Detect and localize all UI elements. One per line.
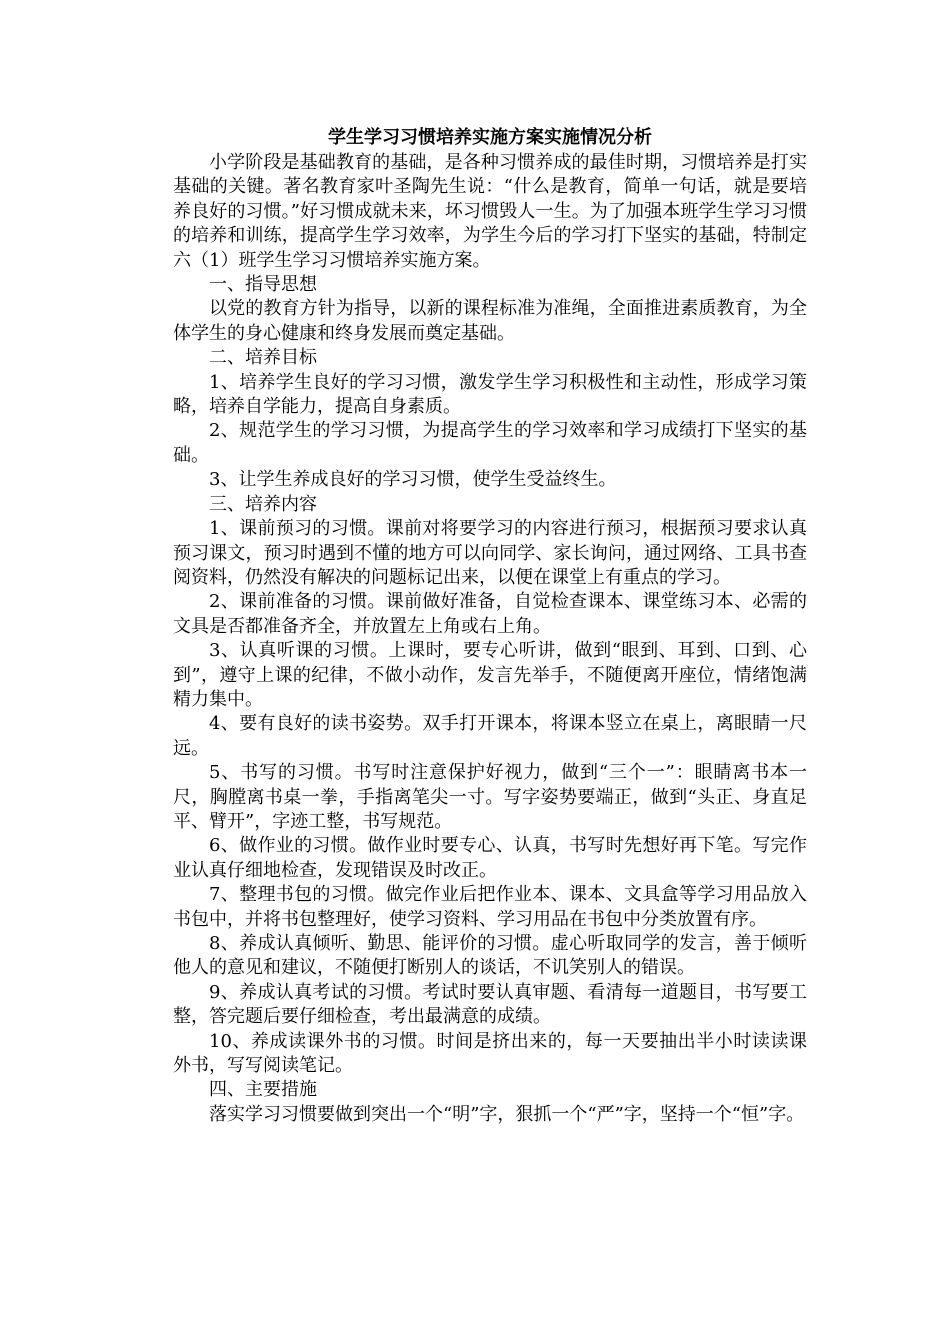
guiding-ideology-paragraph: 以党的教育方针为指导，以新的课程标准为准绳，全面推进素质教育，为全体学生的身心健康和终身发展而奠定基础。: [173, 298, 807, 344]
measures-paragraph: 落实学习习惯要做到突出一个“明”字，狠抓一个“严”字，坚持一个“恒”字。: [209, 1103, 805, 1125]
document-page: [173, 125, 807, 1127]
goal-item-1: 1、培养学生良好的学习习惯，激发学生学习积极性和主动性，形成学习策略，培养自学能力，提高自身素质。: [173, 371, 807, 418]
content-item-6: 6、做作业的习惯。做作业时要专心、认真，书写时先想好再下笔。写完作业认真仔细地检查，发现错误及时改正。: [173, 835, 807, 881]
content-item-8: 8、养成认真倾听、勤思、能评价的习惯。虚心听取同学的发言，善于倾听他人的意见和建议，不随便打断别人的谈话，不讥笑别人的错误。: [173, 933, 807, 979]
section-heading-measures: 四、主要措施: [209, 1079, 317, 1101]
content-item-9: 9、养成认真考试的习惯。考试时要认真审题、看清每一道题目，书写要工整，答完题后要仔细检查，考出最满意的成绩。: [173, 981, 807, 1028]
content-item-3: 3、认真听课的习惯。上课时，要专心听讲，做到“眼到、耳到、口到、心到”，遵守上课的纪律，不做小动作，发言先举手，不随便离开座位，情绪饱满精力集中。: [173, 640, 807, 710]
content-item-2: 2、课前准备的习惯。课前做好准备，自觉检查课本、课堂练习本、必需的文具是否都准备齐全，并放置左上角或右上角。: [173, 591, 807, 637]
intro-paragraph: 小学阶段是基础教育的基础，是各种习惯养成的最佳时期，习惯培养是打实基础的关键。著名教育家叶圣陶先生说：“什么是教育，简单一句话，就是要培养良好的习惯。”好习惯成就未来，坏习惯毁人一生。为了加强本班学生学习习惯的培养和训练，提高学生学习效率，为学生今后的学习打下坚实的基础，特制定六（1）班学生学习习惯培养实施方案。: [173, 152, 807, 271]
section-heading-goals: 二、培养目标: [209, 347, 317, 369]
document-title: 学生学习习惯培养实施方案实施情况分析: [328, 127, 652, 148]
content-item-7: 7、整理书包的习惯。做完作业后把作业本、课本、文具盒等学习用品放入书包中，并将书包整理好，使学习资料、学习用品在书包中分类放置有序。: [173, 884, 807, 930]
content-item-4: 4、要有良好的读书姿势。双手打开课本，将课本竖立在桌上，离眼睛一尺远。: [173, 713, 807, 759]
content-item-5: 5、书写的习惯。书写时注意保护好视力，做到“三个一”：眼睛离书本一尺，胸膛离书桌一拳，手指离笔尖一寸。写字姿势要端正，做到“头正、身直足平、臂开”，字迹工整，书写规范。: [173, 762, 807, 832]
goal-item-2: 2、规范学生的学习习惯，为提高学生的学习效率和学习成绩打下坚实的基础。: [173, 420, 807, 466]
goal-item-3: 3、让学生养成良好的学习习惯，使学生受益终生。: [209, 469, 617, 491]
section-heading-content: 三、培养内容: [209, 493, 317, 515]
section-heading-guiding-ideology: 一、指导思想: [209, 274, 317, 296]
content-item-1: 1、课前预习的习惯。课前对将要学习的内容进行预习，根据预习要求认真预习课文，预习时遇到不懂的地方可以向同学、家长询问，通过网络、工具书查阅资料，仍然没有解决的问题标记出来，以便在课堂上有重点的学习。: [173, 518, 807, 588]
content-item-10: 10、养成读课外书的习惯。时间是挤出来的，每一天要抽出半小时读读课外书，写写阅读笔记。: [173, 1030, 807, 1077]
